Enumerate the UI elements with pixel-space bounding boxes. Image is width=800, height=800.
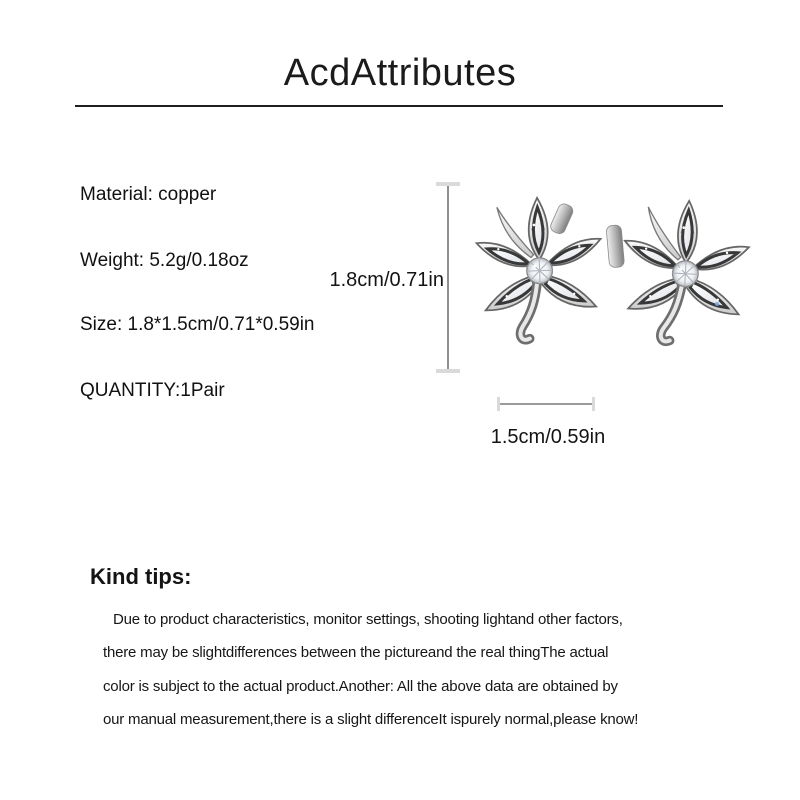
kind-tips-paragraph [103,603,763,737]
left-earring-back [549,202,575,236]
tips-line: our manual measurement,there is a slight differenceIt ispurely normal,please know! [103,711,639,729]
tips-line: color is subject to the actual product.Another: All the above data are obtained by [103,677,618,695]
blue-glint [715,302,719,306]
attribute-material: Material: copper [80,184,217,205]
left-earring [475,196,604,342]
measure-cap-bottom [436,369,460,373]
page-title: AcdAttributes [283,52,517,94]
earrings-product-photo [460,180,760,365]
tips-line: Due to product characteristics, monitor settings, shooting lightand other factors, [113,611,623,628]
width-measure-label: 1.5cm/0.59in [490,426,606,448]
height-measure-label: 1.8cm/0.71in [329,269,444,291]
measure-line-horizontal [500,403,592,405]
attribute-quantity: QUANTITY:1Pair [80,380,225,401]
kind-tips-heading: Kind tips: [90,564,192,589]
attribute-weight: Weight: 5.2g/0.18oz [80,250,249,271]
measure-line-vertical [447,186,449,369]
width-measure-line [497,397,595,411]
right-earring-back [606,225,625,268]
right-earring [620,198,751,346]
measure-cap-right [592,397,595,411]
title-underline [75,105,723,107]
tips-line: there may be slightdifferences between the pictureand the real thingThe actual [103,644,609,662]
attribute-size: Size: 1.8*1.5cm/0.71*0.59in [80,314,315,335]
